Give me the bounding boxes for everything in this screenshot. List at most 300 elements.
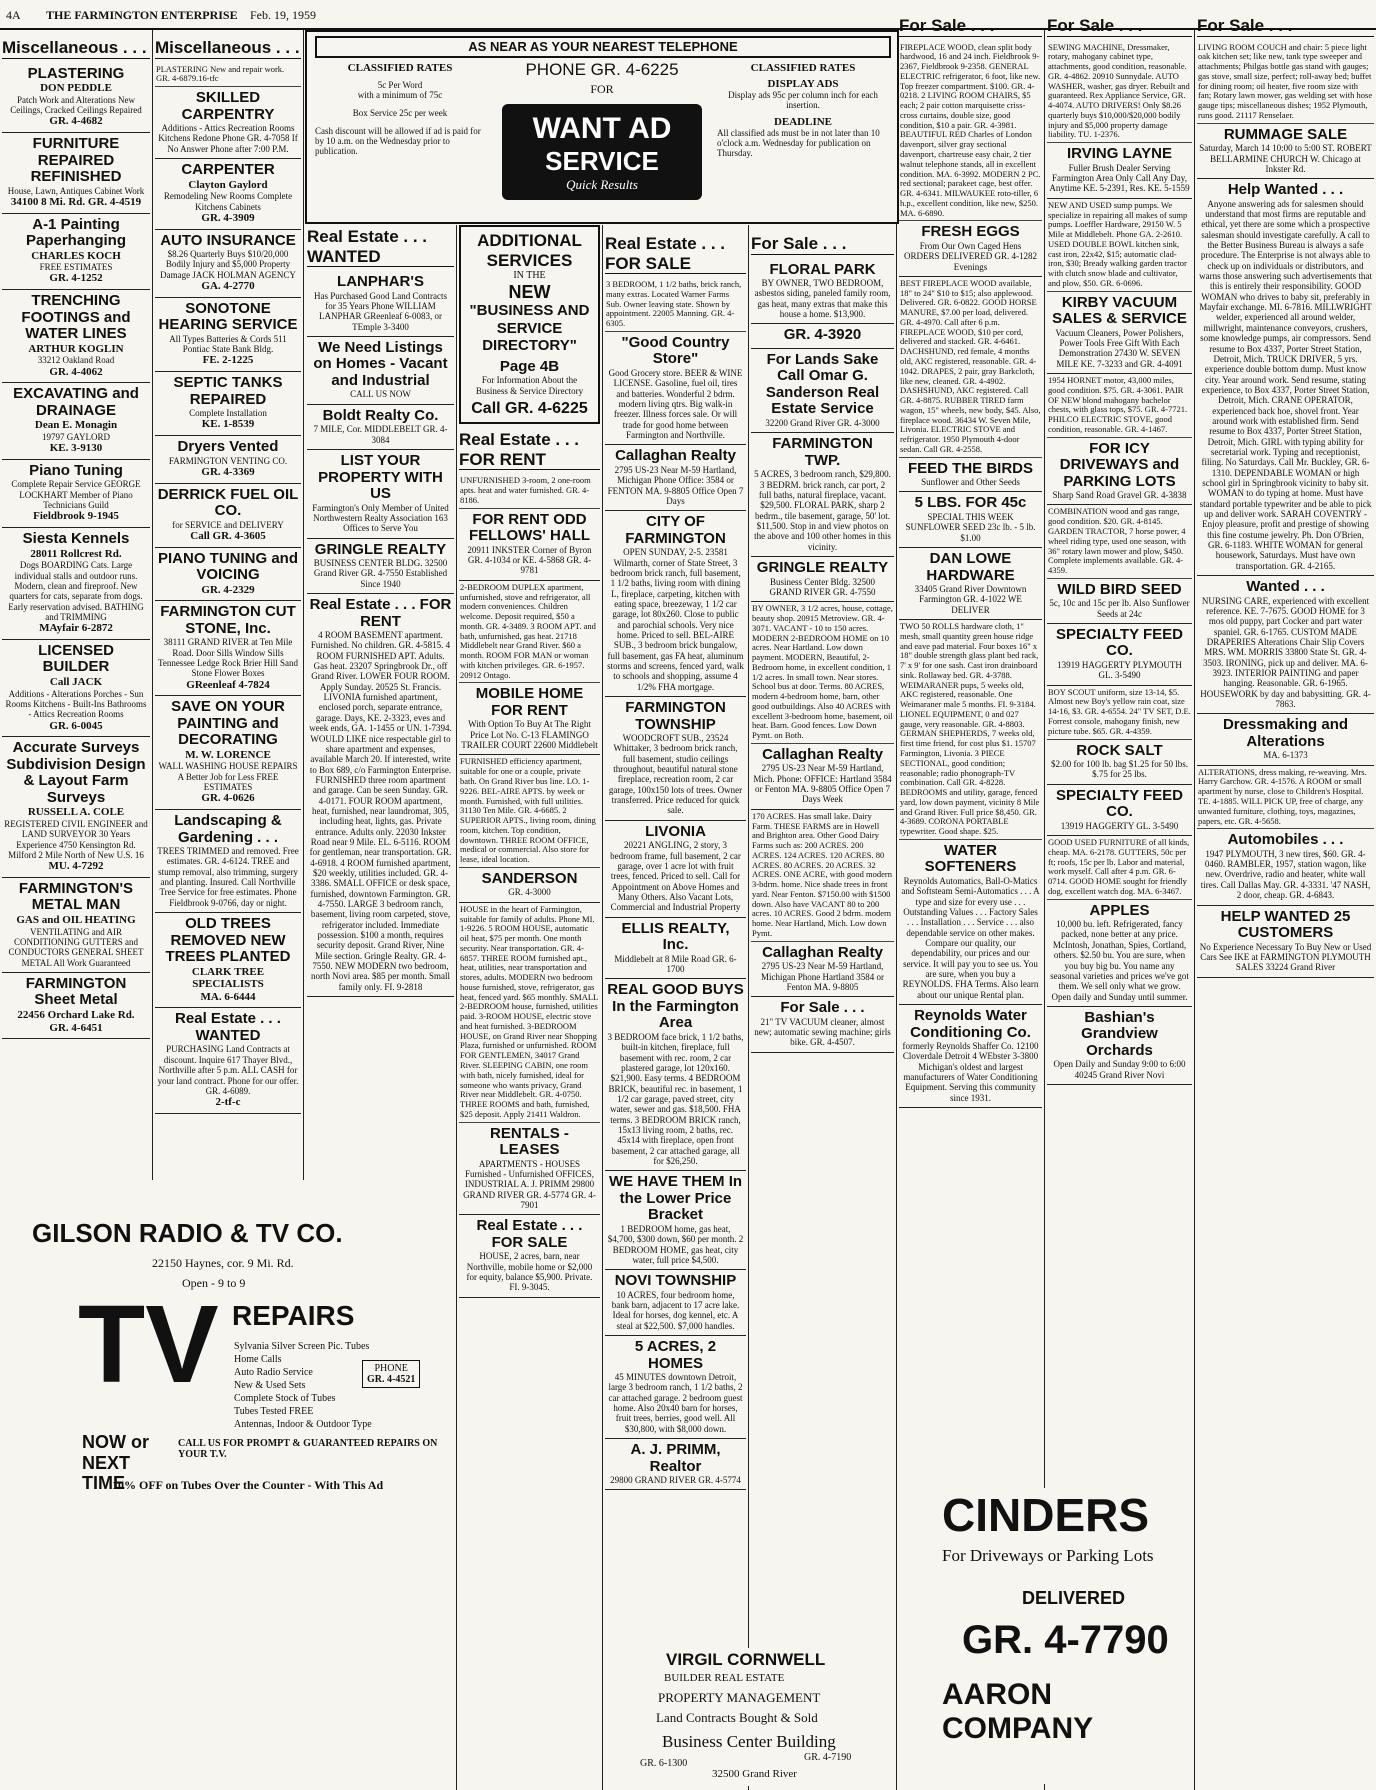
classified-ad xyxy=(1047,199,1192,292)
ad-body: 5 ACRES, 3 bedroom ranch, $29,800. 3 BEDRM. brick ranch, car port, 2 full baths, natural fireplace, vacant. $29,500. FLORAL PARK, sharp 2 bedrm., tile basement, garage, 50' lot. $11,500. Stop in and view photos on the above and 100 other homes in this vicinity. xyxy=(754,469,891,552)
classified-ad xyxy=(155,696,301,810)
ad-head: Dryers Vented xyxy=(177,438,279,456)
cinders-ad xyxy=(942,1488,1192,1784)
ad-body: 20911 INKSTER Corner of Byron GR. 4-1034 or KE. 4-5868 GR. 4-9781 xyxy=(467,544,592,576)
classified-ad xyxy=(155,87,301,159)
classified-ad xyxy=(899,548,1042,620)
ad-body: WALL WASHING HOUSE REPAIRS A Better Job for Less FREE ESTIMATES xyxy=(158,761,298,793)
ad-head: GRINGLE REALTY xyxy=(756,559,889,577)
classified-ad xyxy=(155,913,301,1008)
gilson-tv-ad xyxy=(2,1200,454,1620)
ad-body: Sharp Sand Road Gravel GR. 4-3838 xyxy=(1052,490,1187,501)
classified-ad xyxy=(459,755,600,867)
ad-head: Callaghan Realty xyxy=(762,745,883,763)
ad-body: FIREPLACE WOOD, clean split body hardwood, 16 and 24 inch. Fieldbrook 9-2367, Fieldbrook 9-2358. GENERAL ELECTRIC refrigerator, 6 foot, like new. Top freezer compartment. $100. GR. 4-0218. 2 LIVING ROOM CHAIRS, $5 each; 2 pair cotton marquisette criss-cross curtains, double size, good condition, $10 a pair. GR. 4-3981. BEAUTIFUL RED Charles of London davenport, silver gray sectional davenport, chartreuse easy chair, 2 tier walnut telephone stands, all in excellent condition. MA. 6-3992. MODERN 2 PC. red sectional; parakeet cage, best offer. GR. 4-6341. MILWAUKEE roto-tiller, 6 h.p., excellent condition, like new, $250. MA. 6-6890. xyxy=(900,41,1041,218)
ad-body: Open Daily and Sunday 9:00 to 6:00 40245 Grand River Novi xyxy=(1053,1059,1186,1080)
section-heading: Miscellaneous . . . xyxy=(155,38,300,57)
ad-head: GR. 4-3920 xyxy=(783,326,862,344)
classified-ad xyxy=(751,942,894,998)
deadline-text: All classified ads must be in not later than 10 o'clock a.m. Wednesday for publication on Thursday. xyxy=(717,128,880,158)
ad-body: $2.00 for 100 lb. bag $1.25 for 50 lbs. $.75 for 25 lbs. xyxy=(1051,759,1188,780)
ad-body: COMBINATION wood and gas range, good condition. $20. GR. 4-8145. GARDEN TRACTOR, 7 horse power, 4 wheel riding type, used one season, with 36" rotary lawn mower and plow, $450. Complete implements available. GR. 4-4359. xyxy=(1048,506,1186,576)
ad-body: Reynolds Automatics, Ball-O-Matics and Softsteam Semi-Automatics . . . A type and size for every use . . . Outstanding Values . . . Factory Sales . . . Installation . . . Service . . . also dependable service on other makes. Compare our quality, our dependability, our prices and our service. It will pay you to see us. You are sure, when you buy a REYNOLDS. FHA Terms. Also learn about our unique Rental plan. xyxy=(901,875,1040,1000)
rate-line: with a minimum of 75c xyxy=(357,90,443,100)
ad-head: SONOTONE HEARING SERVICE xyxy=(158,299,298,334)
ad-body: 19797 GAYLORD xyxy=(42,431,110,442)
column-rule xyxy=(602,225,603,1790)
ad-body: 170 ACRES. Has small lake. Dairy Farm. THESE FARMS are in Howell and Brighton area. Other Good Dairy Farms such as: 200 ACRES. 200 ACRES. 124 ACRES. 120 ACRES. 80 ACRES. 80 ACRES. 20 ACRES. 32 ACRES. ONE ACRE, with good modern 3-bdrm. home. Nice shade trees in front yard. Near Fenton. $7150.00 with $1500 down. Also have VACANT 80 to 200 acres. 10 ACRES. Good 2 bdrm. modern home. Near Hartland, Mich. Low down Pymt. xyxy=(752,810,893,938)
ad-body: Farmington's Only Member of United Northwestern Realty Association 163 Offices to Serve You xyxy=(312,502,449,534)
column-7 xyxy=(899,14,1042,1108)
ad-body: APARTMENTS - HOUSES Furnished - Unfurnished OFFICES, INDUSTRIAL A. J. PRIMM 29800 GRAND RIVER GR. 4-5774 GR. 4-7901 xyxy=(463,1158,596,1210)
ad-body: ALTERATIONS, dress making, re-weaving. Mrs. Harry Garchow. GR. 4-1576. A ROOM or small apartment by nurse, close to Children's Hospital. TE. 4-1885. WILL PICK UP, free of charge, any unwanted furniture, clothing, toys, magazines, papers, etc. GR. 4-5658. xyxy=(1198,766,1367,826)
classified-ad xyxy=(751,433,894,557)
ad-phone: GR. 4-2329 xyxy=(201,583,255,596)
cinders-title: CINDERS xyxy=(942,1489,1150,1541)
classified-ad xyxy=(1047,143,1192,199)
ad-name: RUSSELL A. COLE xyxy=(27,806,125,819)
classified-ad xyxy=(1197,576,1374,714)
classified-ad xyxy=(459,1215,600,1297)
ad-head: AUTO INSURANCE xyxy=(160,231,296,249)
now-or-next-time: NOW or NEXT TIME xyxy=(82,1432,149,1494)
column-rule xyxy=(896,30,897,1790)
classified-ad xyxy=(899,458,1042,493)
gilson-name: GILSON RADIO & TV CO. xyxy=(32,1218,343,1248)
ad-head: IRVING LAYNE xyxy=(1066,145,1173,163)
classified-ad xyxy=(155,601,301,696)
ad-head: DERRICK FUEL OIL CO. xyxy=(157,485,299,520)
classified-ad xyxy=(459,474,600,508)
ad-head: For Sale . . . xyxy=(780,999,865,1017)
ad-head: FARMINGTON'S METAL MAN xyxy=(18,879,134,914)
classified-ad xyxy=(459,903,600,1123)
ad-body: SEWING MACHINE, Dressmaker, rotary, mahogany cabinet type, attachments, good condition, reasonable. GR. 4-4862. 20910 Sunnydale. AUTO WASHER, washer, gas dryer. Rebuilt and guaranteed. Rex Appliance Service, GR. 4-4074. AUTO DRIVERS! Only $8.26 quarterly buys $10,000/$20,000 bodily injury and $5,000 property damage liability. TU. 1-2376. xyxy=(1048,41,1190,140)
ad-head: MOBILE HOME FOR RENT xyxy=(475,685,584,719)
classified-ad xyxy=(899,221,1042,277)
ad-body: 13919 HAGGERTY GL. 3-5490 xyxy=(1060,820,1179,831)
rates-left xyxy=(315,62,485,156)
ad-body: SPECIAL THIS WEEK SUNFLOWER SEED 23c lb. - 5 lb. $1.00 xyxy=(905,511,1036,543)
ad-body: PLASTERING New and repair work. GR. 4-6879. xyxy=(156,63,285,84)
want-ad-logo xyxy=(502,104,702,200)
classified-ad xyxy=(899,1005,1042,1108)
classified-ad xyxy=(2,528,150,640)
ad-phone: Fieldbrook 9-1945 xyxy=(33,510,119,523)
ad-head: Dressmaking and Alterations xyxy=(1222,716,1349,750)
classified-ad xyxy=(307,594,454,997)
classified-ad xyxy=(605,1336,746,1439)
ad-body: From Our Own Caged Hens ORDERS DELIVERED GR. 4-1282 Evenings xyxy=(904,240,1037,272)
classified-ad xyxy=(605,332,746,445)
ad-body: 38111 GRAND RIVER at Ten Mile Road. Door Sills Window Sills Tennessee Ledge Rock Brier Hill Sand Stone Flower Boxes xyxy=(157,637,299,679)
ad-head: SPECIALTY FEED CO. xyxy=(1056,786,1183,821)
column-3 xyxy=(307,225,454,997)
classified-ad xyxy=(155,436,301,483)
section-heading: Real Estate . . . WANTED xyxy=(307,227,454,267)
ad-body: Saturday, March 14 10:00 to 5:00 ST. ROBERT BELLARMINE CHURCH W. Chicago at Inkster Rd. xyxy=(1199,143,1372,174)
ad-head: RENTALS - LEASES xyxy=(490,1124,569,1159)
ad-body: 20221 ANGLING, 2 story, 3 bedroom frame, full basement, 2 car garage, over 1 acre lot with fruit trees, fenced. Priced to sell. Call for Appointment on Above Homes and Many Others. Also Vacant Lots, Commercial and Industrial Property xyxy=(610,840,741,913)
classified-ad xyxy=(1047,438,1192,506)
classified-ad xyxy=(155,1008,301,1113)
column-rule xyxy=(748,225,749,1790)
classified-ad xyxy=(459,581,600,684)
column-5 xyxy=(605,232,746,1490)
ad-body: 45 MINUTES downtown Detroit, large 3 bedroom ranch, 1 1/2 baths, 2 car attached garage. 2 bedroom guest home. Also 20x40 barn for horses, fruit trees, berries, good well. All $30,800, with $8,000 down. xyxy=(608,1372,743,1434)
ad-head: LIVONIA xyxy=(645,822,706,840)
classified-ad xyxy=(459,1123,600,1216)
ad-phone: MAyfair 6-2872 xyxy=(39,622,113,635)
ad-phone: GR. 4-4682 xyxy=(49,115,103,128)
for-text: FOR xyxy=(590,82,614,96)
ad-body: With Option To Buy At The Right Price Lot No. C-13 FLAMINGO TRAILER COURT 22600 Middlebelt xyxy=(461,719,598,751)
ad-head: WE HAVE THEM In the Lower Price Bracket xyxy=(608,1173,743,1224)
ad-body: 21" TV VACUUM cleaner, almost new; automatic sewing machine; girls bike. GR. 4-4507. xyxy=(754,1016,891,1048)
ad-head: Real Estate . . . WANTED xyxy=(175,1010,281,1044)
classified-ad xyxy=(155,810,301,913)
classified-ad xyxy=(459,683,600,755)
repair-list xyxy=(234,1340,372,1431)
classified-ad xyxy=(1047,1007,1192,1085)
ad-body: No Experience Necessary To Buy New or Used Cars See IKE at FARMINGTON PLYMOUTH SALES 33224 Grand River xyxy=(1199,941,1372,973)
ad-body: 1 BEDROOM home, gas heat, $4,700, $300 down, $60 per month. 2 BEDROOM HOME, gas heat, city water, full price $4,500. xyxy=(607,1223,744,1265)
ad-head: GRINGLE REALTY xyxy=(314,540,447,558)
ad-phone: GR. 4-3369 xyxy=(201,465,255,478)
classified-ad xyxy=(605,918,746,980)
ad-body: House, Lawn, Antiques Cabinet Work xyxy=(7,185,145,196)
classified-ad xyxy=(1047,836,1192,900)
ad-head: FARMINGTON TWP. xyxy=(772,435,873,469)
classified-ad xyxy=(155,63,301,88)
classified-ad xyxy=(1047,686,1192,740)
section-heading: For Sale . . . xyxy=(899,16,1042,37)
classified-ad xyxy=(155,484,301,548)
column-rule xyxy=(303,30,304,1180)
phone-label: PHONE GR. 4-6225 xyxy=(525,60,679,79)
classified-ad xyxy=(1047,624,1192,686)
ad-head: We Need Listings on Homes - Vacant and Industrial xyxy=(313,338,448,389)
classified-ad xyxy=(1047,740,1192,785)
classified-ad xyxy=(751,324,894,349)
cornwell-address: 32500 Grand River xyxy=(712,1768,797,1780)
ad-body: REGISTERED CIVIL ENGINEER and LAND SURVEYOR 30 Years Experience 4750 Kensington Rd. Milford 2 Mile North of New U.S. 16 xyxy=(4,818,148,860)
ad-name: M. W. LORENCE xyxy=(185,748,271,761)
directory-info: For Information About the Business & Service Directory xyxy=(475,375,584,396)
classified-ad xyxy=(605,979,746,1171)
ad-head: Boldt Realty Co. xyxy=(322,406,439,424)
ad-head: Piano Tuning xyxy=(29,461,123,479)
ad-head: FURNITURE REPAIRED REFINISHED xyxy=(30,135,122,186)
column-rule xyxy=(152,30,153,1180)
cinders-company: AARON COMPANY xyxy=(942,1678,1094,1745)
cornwell-line-2: Land Contracts Bought & Sold xyxy=(656,1710,818,1725)
ad-body: 2795 US-23 Near M-59 Hartland, Michigan Phone Office: 3584 or FENTON MA. 9-8805 Office Open 7 Days xyxy=(607,464,744,506)
ad-name: Call JACK xyxy=(49,675,103,688)
ad-head: KIRBY VACUUM SALES & SERVICE xyxy=(1052,293,1187,328)
classified-ad xyxy=(605,445,746,511)
ad-body: MA. 6-1373 xyxy=(1263,750,1308,761)
logo-line-2: SERVICE xyxy=(545,146,659,176)
phone-box xyxy=(362,1360,420,1388)
directory-call: Call GR. 4-6225 xyxy=(471,399,588,417)
ad-phone: GR. 4-3909 xyxy=(201,211,255,224)
column-9 xyxy=(1197,14,1374,978)
paper-name: THE FARMINGTON ENTERPRISE xyxy=(46,8,238,22)
ad-head: A-1 Painting Paperhanging xyxy=(25,215,126,249)
ad-body: BY OWNER, TWO BEDROOM, asbestos siding, paneled family room, gas heat, many extras that make this house a home. $13,900. xyxy=(754,278,891,320)
cornwell-line-3: Business Center Building xyxy=(662,1732,836,1751)
classified-ad xyxy=(2,460,150,528)
ad-head: FRESH EGGS xyxy=(921,223,1020,241)
ad-head: SAVE ON YOUR PAINTING and DECORATING xyxy=(171,698,285,749)
classified-ad xyxy=(2,133,150,213)
column-2 xyxy=(155,36,301,1114)
ad-phone: KE. 3-9130 xyxy=(49,442,103,455)
repair-item: Complete Stock of Tubes xyxy=(234,1393,336,1404)
section-heading: For Sale . . . xyxy=(1047,16,1192,37)
classified-ad xyxy=(605,511,746,697)
classified-ad xyxy=(307,271,454,337)
directory-ad xyxy=(459,225,600,424)
ad-head: NOVI TOWNSHIP xyxy=(614,1272,737,1290)
column-rule xyxy=(456,225,457,1790)
ad-body: FREE ESTIMATES xyxy=(39,262,113,273)
cornwell-phone-1: GR. 6-1300 xyxy=(640,1758,688,1769)
ad-name: CLARK TREE SPECIALISTS xyxy=(191,965,265,991)
ad-body: Dogs BOARDING Cats. Large individual stalls and outdoor runs. Modern, clean and fireproof. New quarters for cats, separate from dogs. Early reservation advised. BATHING and TRIMMING xyxy=(8,560,144,622)
ad-body: 7 MILE, Cor. MIDDLEBELT GR. 4-3084 xyxy=(313,424,448,445)
banner: AS NEAR AS YOUR NEAREST TELEPHONE xyxy=(315,36,891,58)
ad-phone: 2-tf-c xyxy=(215,1096,241,1109)
ad-head: ROCK SALT xyxy=(1076,741,1163,759)
ad-head: SANDERSON xyxy=(481,869,578,887)
section-heading: Real Estate . . . FOR RENT xyxy=(459,430,600,470)
ad-head: A. J. PRIMM, Realtor xyxy=(630,1441,721,1475)
ad-head: Siesta Kennels xyxy=(22,530,130,548)
classified-ad xyxy=(1047,505,1192,578)
ad-head: FEED THE BIRDS xyxy=(907,459,1033,477)
classified-ad xyxy=(2,383,150,460)
ad-body: TREES TRIMMED and removed. Free estimates. GR. 4-6124. TREE and stump removal, also trimming, surgery and planting. Insured. Call Northville Tree Service for free estimates. Phone Fieldbrook 9-0766, day or night. xyxy=(157,846,299,908)
gilson-address: 22150 Haynes, cor. 9 Mi. Rd. xyxy=(152,1256,294,1270)
classified-ad xyxy=(751,744,894,810)
deadline-title: DEADLINE xyxy=(773,116,833,128)
repair-item: Home Calls xyxy=(234,1354,282,1365)
ad-head: PLASTERING xyxy=(27,64,125,82)
ad-head: ELLIS REALTY, Inc. xyxy=(621,919,730,954)
ad-head: DAN LOWE HARDWARE xyxy=(926,550,1015,584)
logo-line-1: WANT AD xyxy=(532,112,672,145)
logo-line-3: Quick Results xyxy=(566,177,638,192)
classified-ad xyxy=(155,548,301,602)
ad-head: "Good Country Store" xyxy=(621,333,730,368)
ad-name: 22456 Orchard Lake Rd. xyxy=(17,1008,135,1021)
cinders-phone: GR. 4-7790 xyxy=(962,1618,1169,1662)
ad-head: LICENSED BUILDER xyxy=(38,641,114,676)
classified-ad xyxy=(1047,374,1192,438)
classified-ad xyxy=(751,810,894,942)
ad-head: FARMINGTON Sheet Metal xyxy=(25,974,127,1009)
discount: 10% OFF on Tubes Over the Counter - With This Ad xyxy=(112,1478,384,1492)
section-heading: Miscellaneous . . . xyxy=(2,38,150,59)
directory-line-4: "BUSINESS AND SERVICE DIRECTORY" xyxy=(469,302,590,354)
classified-ad xyxy=(2,878,150,973)
ad-phone: FE. 2-1225 xyxy=(202,354,254,367)
column-8 xyxy=(1047,14,1192,1085)
repair-item: Auto Radio Service xyxy=(234,1367,313,1378)
ad-body: Fuller Brush Dealer Serving Farmington Area Only Call Any Day, Anytime KE. 5-2391, Res. KE. 5-1559 xyxy=(1049,162,1190,194)
ad-name: 28011 Rollcrest Rd. xyxy=(30,547,122,560)
gilson-hours: Open - 9 to 9 xyxy=(182,1276,246,1290)
classified-ad xyxy=(605,1270,746,1336)
column-1 xyxy=(2,36,150,1039)
directory-line-3: NEW xyxy=(508,281,551,302)
ad-head: PIANO TUNING and VOICING xyxy=(157,549,298,584)
ad-body: 33212 Oakland Road xyxy=(37,355,115,366)
ad-body: 3 BEDROOM face brick, 1 1/2 baths, built-in kitchen, fireplace, full basement with rec. room, 2 car plastered garage, lot 120x160. $21,900. Easy terms. 4 BEDROOM BRICK, beautiful rec. in basement, 1 1/2 car garage, paved street, city water, sewer and gas. $18,500. FHA terms. 3 BEDROOM BRICK ranch, 15x13 living room, 2 baths, rec. 45x14 with fireplace, open front basement, 2 car attached garage, all for $26,250. xyxy=(607,1031,744,1166)
ad-name: DON PEDDLE xyxy=(40,82,112,95)
directory-line-1: ADDITIONAL SERVICES xyxy=(477,231,582,270)
ad-body: UNFURNISHED 3-room, 2 one-room apts. heat and water furnished. GR. 4-8186. xyxy=(460,475,591,505)
ad-head: SEPTIC TANKS REPAIRED xyxy=(173,374,283,408)
ad-body: 32200 Grand River GR. 4-3000 xyxy=(765,417,880,428)
directory-page: Page 4B xyxy=(499,358,560,376)
ad-head: Reynolds Water Conditioning Co. xyxy=(910,1007,1031,1041)
classified-ad xyxy=(307,539,454,595)
repair-item: Antennas, Indoor & Outdoor Type xyxy=(234,1419,372,1430)
rates-right xyxy=(717,62,889,158)
ad-name: GAS and OIL HEATING xyxy=(16,913,136,926)
ad-head: SKILLED CARPENTRY xyxy=(181,89,275,123)
rate-line: Box Service 25c per week xyxy=(352,108,448,118)
ad-head: REAL GOOD BUYS In the Farmington Area xyxy=(607,981,744,1032)
ad-head: RUMMAGE SALE xyxy=(1223,125,1348,143)
ad-head: CARPENTER xyxy=(181,161,275,179)
column-6 xyxy=(751,232,894,1053)
ad-phone: 16-tfc xyxy=(198,73,219,84)
ad-body: BEST FIREPLACE WOOD available, 18" to 24" $10 to $15; also applewood. Delivered. GR. 6-0822. GOOD HORSE MANURE, $7.00 per load, delivered. GR. 4-4970. Call after 6 p.m. FIREPLACE WOOD, $10 per cord, delivered and stacked. GR. 4-6461. DACHSHUND, red female, 4 months old, AKC registered, reasonable. GR. 4-1042. DRAPES, 2 pair, gray Barkcloth, like new, cleaned. GR. 4-4902. DASHSHUND, AKC registered. Call GR. 4-8875. RUBBER TIRED farm wagon, 15" wheels, new body, $45. Also, fireplace wood. 36434 W. Seven Mile, Livonia. ELECTRIC STOVE and refrigerator. 1950 Plymouth 4-door sedan. Call GR. 4-2558. xyxy=(900,277,1041,454)
rates-left-title: CLASSIFIED RATES xyxy=(347,62,453,74)
display-title: DISPLAY ADS xyxy=(767,78,839,90)
ad-head: HELP WANTED 25 CUSTOMERS xyxy=(1220,907,1351,942)
ad-head: Callaghan Realty xyxy=(615,447,736,465)
ad-body: 1947 PLYMOUTH, 3 new tires, $60. GR. 4-0460. RAMBLER, 1957, station wagon, like new. Overdrive, radio and heater, white wall tires. Call Dallas May. GR. 4-3331. '47 NASH, 2 door, cheap. GR. 4-6843. xyxy=(1200,848,1371,901)
classified-ad xyxy=(899,492,1042,548)
ad-head: APPLES xyxy=(1089,901,1150,919)
classified-ad xyxy=(1047,579,1192,624)
repairs: REPAIRS xyxy=(232,1300,355,1331)
ad-body: HOUSE, 2 acres, barn, near Northville, mobile home or $2,000 for equity, balance $5,900. Private. FI. 9-3045. xyxy=(466,1251,593,1293)
ad-head: EXCAVATING and DRAINAGE xyxy=(13,385,139,419)
classified-ad xyxy=(155,230,301,298)
ad-phone: MA. 6-6444 xyxy=(200,990,256,1003)
classified-ad xyxy=(2,737,150,878)
ad-body: 3 BEDROOM, 1 1/2 baths, brick ranch, many extras. Located Warner Farms Sub. Owner leaving state. Shown by appointment. 22005 Manning. GR. 4-6305. xyxy=(606,279,742,329)
ad-phone: GR. 6-0045 xyxy=(49,719,103,732)
classified-ad xyxy=(1197,766,1374,830)
classified-ad xyxy=(899,277,1042,458)
ad-body: BUSINESS CENTER BLDG. 32500 Grand River GR. 4-7550 Established Since 1940 xyxy=(313,558,448,589)
ad-body: FARMINGTON VENTING CO. xyxy=(168,455,288,466)
ad-name: ARTHUR KOGLIN xyxy=(28,342,124,355)
section-heading: For Sale . . . xyxy=(1197,16,1374,37)
column-rule xyxy=(1194,30,1195,1790)
classified-ad xyxy=(605,278,746,332)
phone-label: PHONE xyxy=(374,1363,408,1374)
column-4 xyxy=(459,225,600,1298)
ad-body: CALL US NOW xyxy=(350,389,411,400)
ad-head: FARMINGTON CUT STONE, Inc. xyxy=(160,603,296,637)
ad-phone: GA. 4-2770 xyxy=(201,280,255,293)
ad-body: LIVING ROOM COUCH and chair: 5 piece light oak kitchen set; like new, tank type sweeper and attachments; Philgas bottle gas stand with gauges; gas stove, small size, perfect; roll-away bed; buffet for dining room; oil heater, five room size with fan; Rotary lawn mower, gas welding set with hose gauge tips; miscellaneous dishes; 1952 Plymouth, runs good. 21117 Renselaer. xyxy=(1198,41,1373,120)
ad-phone: MU. 4-7292 xyxy=(48,860,104,873)
ad-body: formerly Reynolds Shaffer Co. 12100 Cloverdale Detroit 4 WEbster 3-3800 Michigan's oldest and largest manufacturers of Water Conditioning Equipment. Serving this community since 1931. xyxy=(902,1041,1039,1103)
ad-head: WILD BIRD SEED xyxy=(1057,580,1182,598)
ad-body: GOOD USED FURNITURE of all kinds, cheap. MA. 6-2178. GUTTERS, 50c per ft; roofs, 15c per lb. Labor and material, work myself. Call after 4 p.m. GR. 6-0714. GOOD HOME sought for friendly dog, excellent watch dog. MA. 6-3467. xyxy=(1048,837,1190,896)
ad-body: Has Purchased Good Land Contracts for 35 Years Phone WILLIAM LANPHAR GReenleaf 6-0083, or TEmple 3-3400 xyxy=(314,290,447,332)
ad-head: FOR RENT ODD FELLOWS' HALL xyxy=(468,510,591,545)
classified-ad xyxy=(155,298,301,372)
ad-phone: GR. 4-4062 xyxy=(49,365,103,378)
ad-body: Additions - Alterations Porches - Sun Rooms Kitchens - Built-Ins Bathrooms - Attics Recreation Rooms xyxy=(5,688,147,720)
ad-body: NURSING CARE, experienced with excellent reference. KE. 7-7675. GOOD HOME for 3 mos old puppy, part Cocker and part water spaniel. GR. 6-1765. CUSTOM MADE DRAPERIES Alterations Chair Slip Covers MRS. WM. MORRIS 33800 State St. GR. 4-3503. IRONING, pick up and deliver. MA. 6-3923. INTERIOR PAINTING and paper hanging. Reasonable. GR. 6-1965. HOUSEWORK by day and babysitting. GR. 4-7863. xyxy=(1200,595,1371,710)
ad-body: Patch Work and Alterations New Ceilings, Cracked Ceilings Repaired xyxy=(10,94,142,116)
ad-head: Automobiles . . . xyxy=(1227,831,1344,849)
classified-ad xyxy=(307,450,454,539)
page-number: 4A xyxy=(6,8,21,22)
call-us: CALL US FOR PROMPT & GUARANTEED REPAIRS ON YOUR T.V. xyxy=(178,1438,438,1460)
ad-head: 5 ACRES, 2 HOMES xyxy=(634,1338,717,1372)
ad-phone: GR. 4-6451 xyxy=(49,1021,103,1034)
ad-body: 1954 HORNET motor, 43,000 miles, good condition. $75. GR. 4-3061. PAIR OF NEW blond mahogany bachelor chests, with glass tops, $75. GR. 4-7721. PHILCO ELECTRIC STOVE, good condition, reasonable. GR. 4-1467. xyxy=(1048,375,1188,434)
ad-name: Dean E. Monagin xyxy=(34,419,118,432)
ad-head: TRENCHING FOOTINGS and WATER LINES xyxy=(21,292,131,343)
cornwell-phone-2: GR. 4-7190 xyxy=(804,1752,852,1763)
classified-ad xyxy=(899,41,1042,222)
classified-ad xyxy=(605,697,746,821)
classified-ad xyxy=(1047,41,1192,144)
ad-body: Middlebelt at 8 Mile Road GR. 6-1700 xyxy=(614,953,737,975)
classified-ad xyxy=(751,259,894,325)
classified-ad xyxy=(751,997,894,1053)
classified-ad xyxy=(1047,900,1192,1007)
classified-ad xyxy=(459,868,600,903)
cornwell-name: VIRGIL CORNWELL xyxy=(666,1650,826,1669)
issue-date: Feb. 19, 1959 xyxy=(250,8,316,22)
ad-name: Clayton Gaylord xyxy=(188,178,268,191)
display-text: Display ads 95c per column inch for each insertion. xyxy=(728,90,878,110)
ad-body: 2795 US-23 Near M-59 Hartland, Michigan Phone Hartland 3584 or Fenton MA. 9-8805 xyxy=(761,961,884,992)
ad-phone: KE. 1-8539 xyxy=(201,418,255,431)
ad-body: BOY SCOUT uniform, size 13-14, $5. Almost new Boy's yellow rain coat, size 14-16, $3. GR. 4-6554. 24" TV SET, D.E. Forrest console, mahogany finish, new picture tube. $65. GR. 4-4359. xyxy=(1048,686,1191,736)
classified-ad xyxy=(1047,292,1192,374)
ad-head: Landscaping & Gardening . . . xyxy=(174,812,282,846)
ad-body: 5c, 10c and 15c per lb. Also Sunflower Seeds at 24c xyxy=(1049,598,1190,619)
want-ad-service-box xyxy=(305,30,899,224)
rate-line: Cash discount will be allowed if ad is paid for by 10 a.m. on the Wednesday prior to publication. xyxy=(315,126,481,156)
ad-body: WOODCROFT SUB., 23524 Whittaker, 3 bedroom brick ranch, full basement, studio ceilings throughout, beautiful natural stone fireplace, recreation room, 2 car garage, 100x150 lots of trees. Owner transferred. Price reduced for quick sale. xyxy=(608,733,743,816)
ad-body: BY OWNER, 3 1/2 acres, house, cottage, beauty shop. 20915 Metroview. GR. 4-3071. VACANT - 10 to 150 acres. MODERN 2-BEDROOM HOME on 10 acres. Near Hartland. Low down payment. MODERN, Beautiful, 2-Bedroom home, in excellent condition, 1 1/2 acres. In small town. Near stores. School bus at door. Terms. 80 ACRES, modern 4-bedroom home, barn, other good outbuildings. Also 40 ACRES with excellent 3-bedroom home, basement, oil heat. Barn. Good fences. Low Down Pymt. on Both. xyxy=(752,603,893,741)
ad-head: FOR ICY DRIVEWAYS and PARKING LOTS xyxy=(1059,439,1180,490)
classified-ad xyxy=(1047,785,1192,836)
ad-body: Remodeling New Rooms Complete Kitchens Cabinets xyxy=(163,191,293,212)
classified-ad xyxy=(307,337,454,405)
classified-ad xyxy=(2,640,150,737)
ad-phone: GReenleaf 4-7824 xyxy=(186,678,270,691)
classified-ad xyxy=(899,840,1042,1005)
ad-body: Good Grocery store. BEER & WINE LICENSE. Gasoline, fuel oil, tires and batteries. Wonderful 2 bdrm. modern living qtrs. Big walk-in freezer. Illness forces sale. Or will trade for good home between Farmington and Northville. xyxy=(608,367,743,440)
